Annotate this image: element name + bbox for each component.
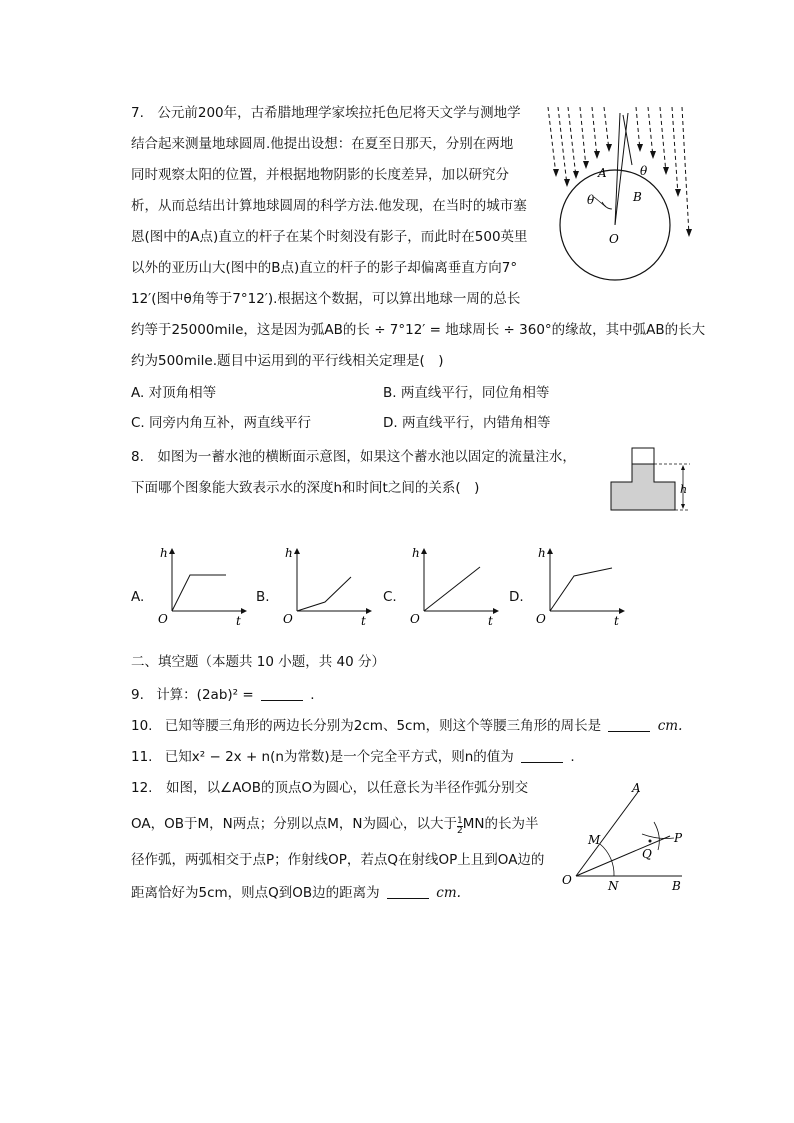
q8-tank-label-h: h xyxy=(680,483,688,496)
q8-graph-d-t: t xyxy=(614,614,619,628)
question-10 xyxy=(131,716,682,736)
q7-line-9: 约为500mile.题目中运用到的平行线相关定理是( ) xyxy=(131,353,444,369)
q10-answer-blank[interactable] xyxy=(608,717,650,732)
q7-option-d: D. 两直线平行，内错角相等 xyxy=(383,415,551,431)
q12-line-4-text: 距离恰好为5cm，则点Q到OB边的距离为 xyxy=(131,885,380,901)
q8-graph-b-t: t xyxy=(361,614,366,628)
q11-answer-blank[interactable] xyxy=(521,748,563,763)
q12-line-4 xyxy=(131,883,461,903)
q12-answer-blank[interactable] xyxy=(387,884,429,899)
q8-graph-d xyxy=(528,545,628,630)
q7-option-c: C. 同旁内角互补，两直线平行 xyxy=(131,415,312,431)
q8-graph-c-t: t xyxy=(488,614,493,628)
q8-graph-a-h: h xyxy=(160,546,168,560)
q12-line-2-end: MN的长为半 xyxy=(462,816,539,832)
q7-line-4: 析，从而总结出计算地球圆周的科学方法.他发现，在当时的城市塞 xyxy=(131,198,527,214)
q7-line-5: 恩(图中的A点)直立的杆子在某个时刻没有影子，而此时在500英里 xyxy=(131,229,528,245)
q11-text: 已知x² − 2x + n(n为常数)是一个完全平方式，则n的值为 xyxy=(164,749,514,765)
q8-line-2: 下面哪个图象能大致表示水的深度h和时间t之间的关系( ) xyxy=(131,480,480,496)
q9-end: . xyxy=(310,687,315,703)
q8-graph-b-o: O xyxy=(283,612,293,626)
q7-line-7: 12′(图中θ角等于7°12′).根据这个数据，可以算出地球一周的总长 xyxy=(131,291,521,307)
q8-graph-b-option: B. xyxy=(256,589,270,605)
q10-unit: cm. xyxy=(657,718,683,734)
question-9 xyxy=(131,685,315,705)
q12-label-q: Q xyxy=(642,847,652,861)
q8-graph-c-o: O xyxy=(410,612,420,626)
q8-line-1: 8. 如图为一蓄水池的横断面示意图，如果这个蓄水池以固定的流量注水， xyxy=(131,449,576,465)
q7-line-1: 7. 公元前200年，古希腊地理学家埃拉托色尼将天文学与测地学 xyxy=(131,105,521,121)
q12-line-2-start: OA，OB于M，N两点；分别以点M，N为圆心，以大于 xyxy=(131,816,458,832)
q7-label-theta: θ xyxy=(587,193,595,207)
q12-unit: cm. xyxy=(436,885,461,901)
q9-answer-blank[interactable] xyxy=(261,686,303,701)
q12-label-n: N xyxy=(608,879,619,893)
q10-number: 10. xyxy=(131,718,153,734)
q7-line-2: 结合起来测量地球圆周.他提出设想：在夏至日那天，分别在两地 xyxy=(131,136,514,152)
q12-label-m: M xyxy=(588,833,601,847)
q12-line-2 xyxy=(131,814,539,836)
q12-fraction-den: 2 xyxy=(457,826,463,836)
q12-label-b: B xyxy=(672,879,681,893)
q12-line-1: 12. 如图，以∠AOB的顶点O为圆心，以任意长为半径作弧分别交 xyxy=(131,780,529,796)
q8-graph-d-h: h xyxy=(538,546,546,560)
section-2-title: 二、填空题（本题共 10 小题，共 40 分） xyxy=(131,654,386,670)
q7-line-6: 以外的亚历山大(图中的B点)直立的杆子的影子却偏离垂直方向7° xyxy=(131,260,518,276)
q7-label-theta-top: θ xyxy=(640,164,648,178)
q7-label-o: O xyxy=(609,232,619,246)
q8-graph-a-o: O xyxy=(158,612,168,626)
q8-graph-a-t: t xyxy=(236,614,241,628)
q8-graph-b xyxy=(275,545,375,630)
q7-option-b: B. 两直线平行，同位角相等 xyxy=(383,385,550,401)
q12-angle-figure xyxy=(558,778,698,896)
q12-label-a: A xyxy=(632,781,641,795)
q8-tank-figure xyxy=(608,446,698,512)
q8-graph-b-h: h xyxy=(285,546,293,560)
q9-number: 9. xyxy=(131,687,144,703)
question-11 xyxy=(131,747,575,767)
q9-text: 计算：(2ab)² = xyxy=(156,687,254,703)
q8-graph-a xyxy=(150,545,250,630)
q7-line-3: 同时观察太阳的位置，并根据地物阴影的长度差异，加以研究分 xyxy=(131,167,509,183)
q8-graph-c-h: h xyxy=(412,546,420,560)
q7-earth-figure xyxy=(540,105,700,290)
q12-label-p: P xyxy=(674,831,683,845)
q12-fraction-num: 1 xyxy=(457,816,463,826)
q7-line-8: 约等于25000mile，这是因为弧AB的长 ÷ 7°12′ = 地球周长 ÷ 360°的缘故，其中弧AB的长大 xyxy=(131,322,706,338)
q11-end: . xyxy=(570,749,575,765)
q11-number: 11. xyxy=(131,749,153,765)
q8-graph-d-o: O xyxy=(536,612,546,626)
q12-label-o: O xyxy=(562,873,572,887)
q12-line-3: 径作弧，两弧相交于点P；作射线OP，若点Q在射线OP上且到OA边的 xyxy=(131,852,545,868)
q10-text: 已知等腰三角形的两边长分别为2cm、5cm，则这个等腰三角形的周长是 xyxy=(164,718,602,734)
q7-label-a: A xyxy=(598,166,607,180)
q7-option-a: A. 对顶角相等 xyxy=(131,385,217,401)
q8-graph-c-option: C. xyxy=(383,589,397,605)
q8-graph-a-option: A. xyxy=(131,589,145,605)
q8-graph-c xyxy=(402,545,502,630)
q7-label-b: B xyxy=(633,190,642,204)
q8-graph-d-option: D. xyxy=(509,589,524,605)
